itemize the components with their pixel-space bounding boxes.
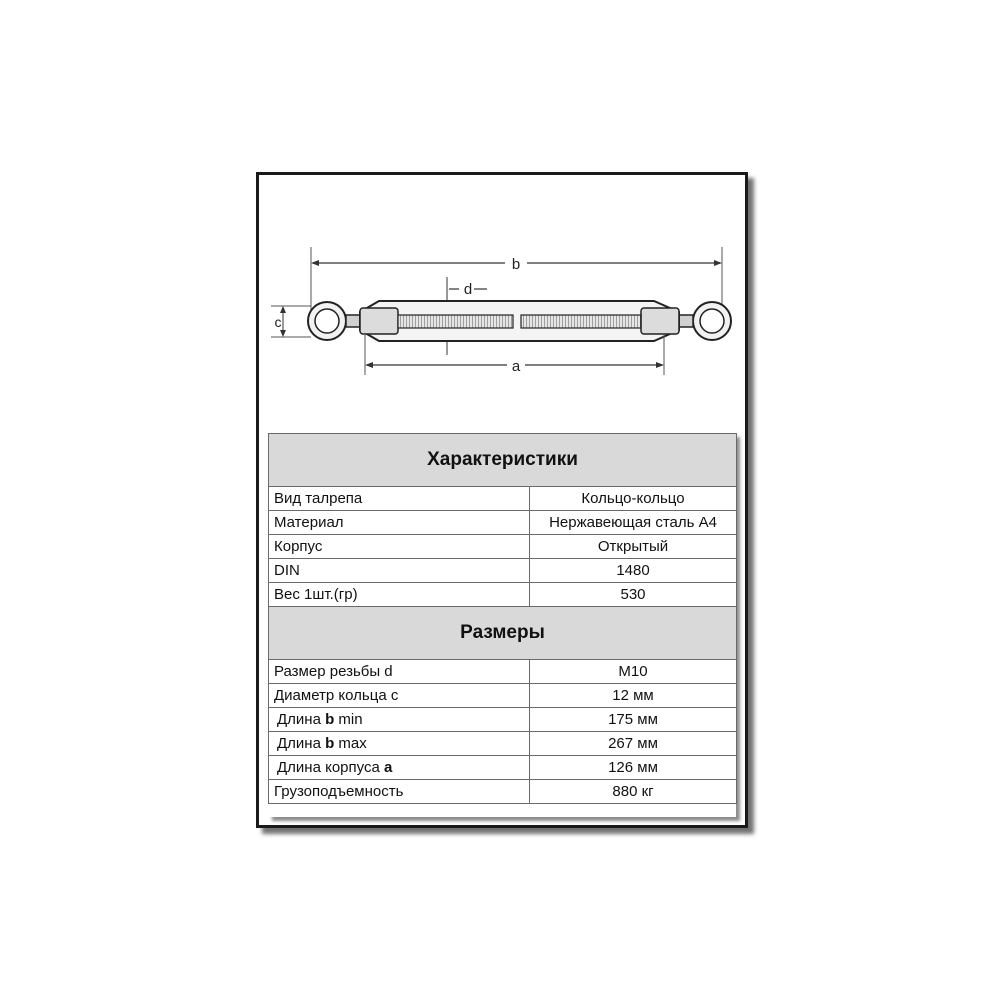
table-row bbox=[269, 487, 737, 511]
row-label: Корпус bbox=[269, 535, 530, 559]
row-value: 126 мм bbox=[530, 756, 737, 780]
row-value: Нержавеющая сталь А4 bbox=[530, 511, 737, 535]
row-label-bold: b bbox=[325, 735, 335, 752]
table-row bbox=[269, 535, 737, 559]
spec-table-wrapper bbox=[268, 433, 736, 817]
table-row bbox=[269, 684, 737, 708]
dimension-c bbox=[271, 306, 311, 337]
label-a: a bbox=[511, 358, 521, 375]
spec-table bbox=[268, 433, 737, 804]
table-row bbox=[269, 511, 737, 535]
row-value: 530 bbox=[530, 583, 737, 607]
row-label: Вид талрепа bbox=[269, 487, 530, 511]
row-label: DIN bbox=[269, 559, 530, 583]
table-row bbox=[269, 756, 737, 780]
row-label: Вес 1шт.(гр) bbox=[269, 583, 530, 607]
label-c: c bbox=[274, 314, 282, 330]
row-value: 880 кг bbox=[530, 780, 737, 804]
table-row bbox=[269, 660, 737, 684]
row-label-post: min bbox=[334, 711, 363, 728]
turnbuckle-drawing bbox=[259, 175, 745, 433]
row-label-bold: b bbox=[325, 711, 335, 728]
table-row bbox=[269, 583, 737, 607]
spec-sheet bbox=[256, 172, 748, 828]
row-label-post: max bbox=[334, 735, 367, 752]
row-label: Диаметр кольца с bbox=[269, 684, 530, 708]
row-value: 175 мм bbox=[530, 708, 737, 732]
turnbuckle-body bbox=[360, 301, 679, 341]
row-label bbox=[269, 732, 530, 756]
label-d: d bbox=[463, 281, 473, 298]
left-eye bbox=[308, 302, 360, 340]
row-label-bold: a bbox=[383, 759, 393, 776]
row-value: 1480 bbox=[530, 559, 737, 583]
sizes-title: Размеры bbox=[269, 607, 737, 660]
row-label: Размер резьбы d bbox=[269, 660, 530, 684]
row-label-pre: Длина bbox=[277, 711, 326, 728]
row-label-pre: Длина корпуса bbox=[277, 759, 384, 776]
row-label bbox=[269, 708, 530, 732]
table-row bbox=[269, 780, 737, 804]
row-label bbox=[269, 756, 530, 780]
table-row bbox=[269, 732, 737, 756]
row-value: 267 мм bbox=[530, 732, 737, 756]
table-row bbox=[269, 708, 737, 732]
row-label: Грузоподъемность bbox=[269, 780, 530, 804]
table-row bbox=[269, 559, 737, 583]
right-eye bbox=[679, 302, 731, 340]
section-header-sizes bbox=[269, 607, 737, 660]
turnbuckle-diagram bbox=[259, 175, 745, 433]
row-value: Кольцо-кольцо bbox=[530, 487, 737, 511]
specs-title: Характеристики bbox=[269, 434, 737, 487]
row-value: 12 мм bbox=[530, 684, 737, 708]
section-header-specs bbox=[269, 434, 737, 487]
row-value: Открытый bbox=[530, 535, 737, 559]
row-label: Материал bbox=[269, 511, 530, 535]
row-label-pre: Длина bbox=[277, 735, 326, 752]
label-b: b bbox=[511, 256, 521, 273]
row-value: M10 bbox=[530, 660, 737, 684]
